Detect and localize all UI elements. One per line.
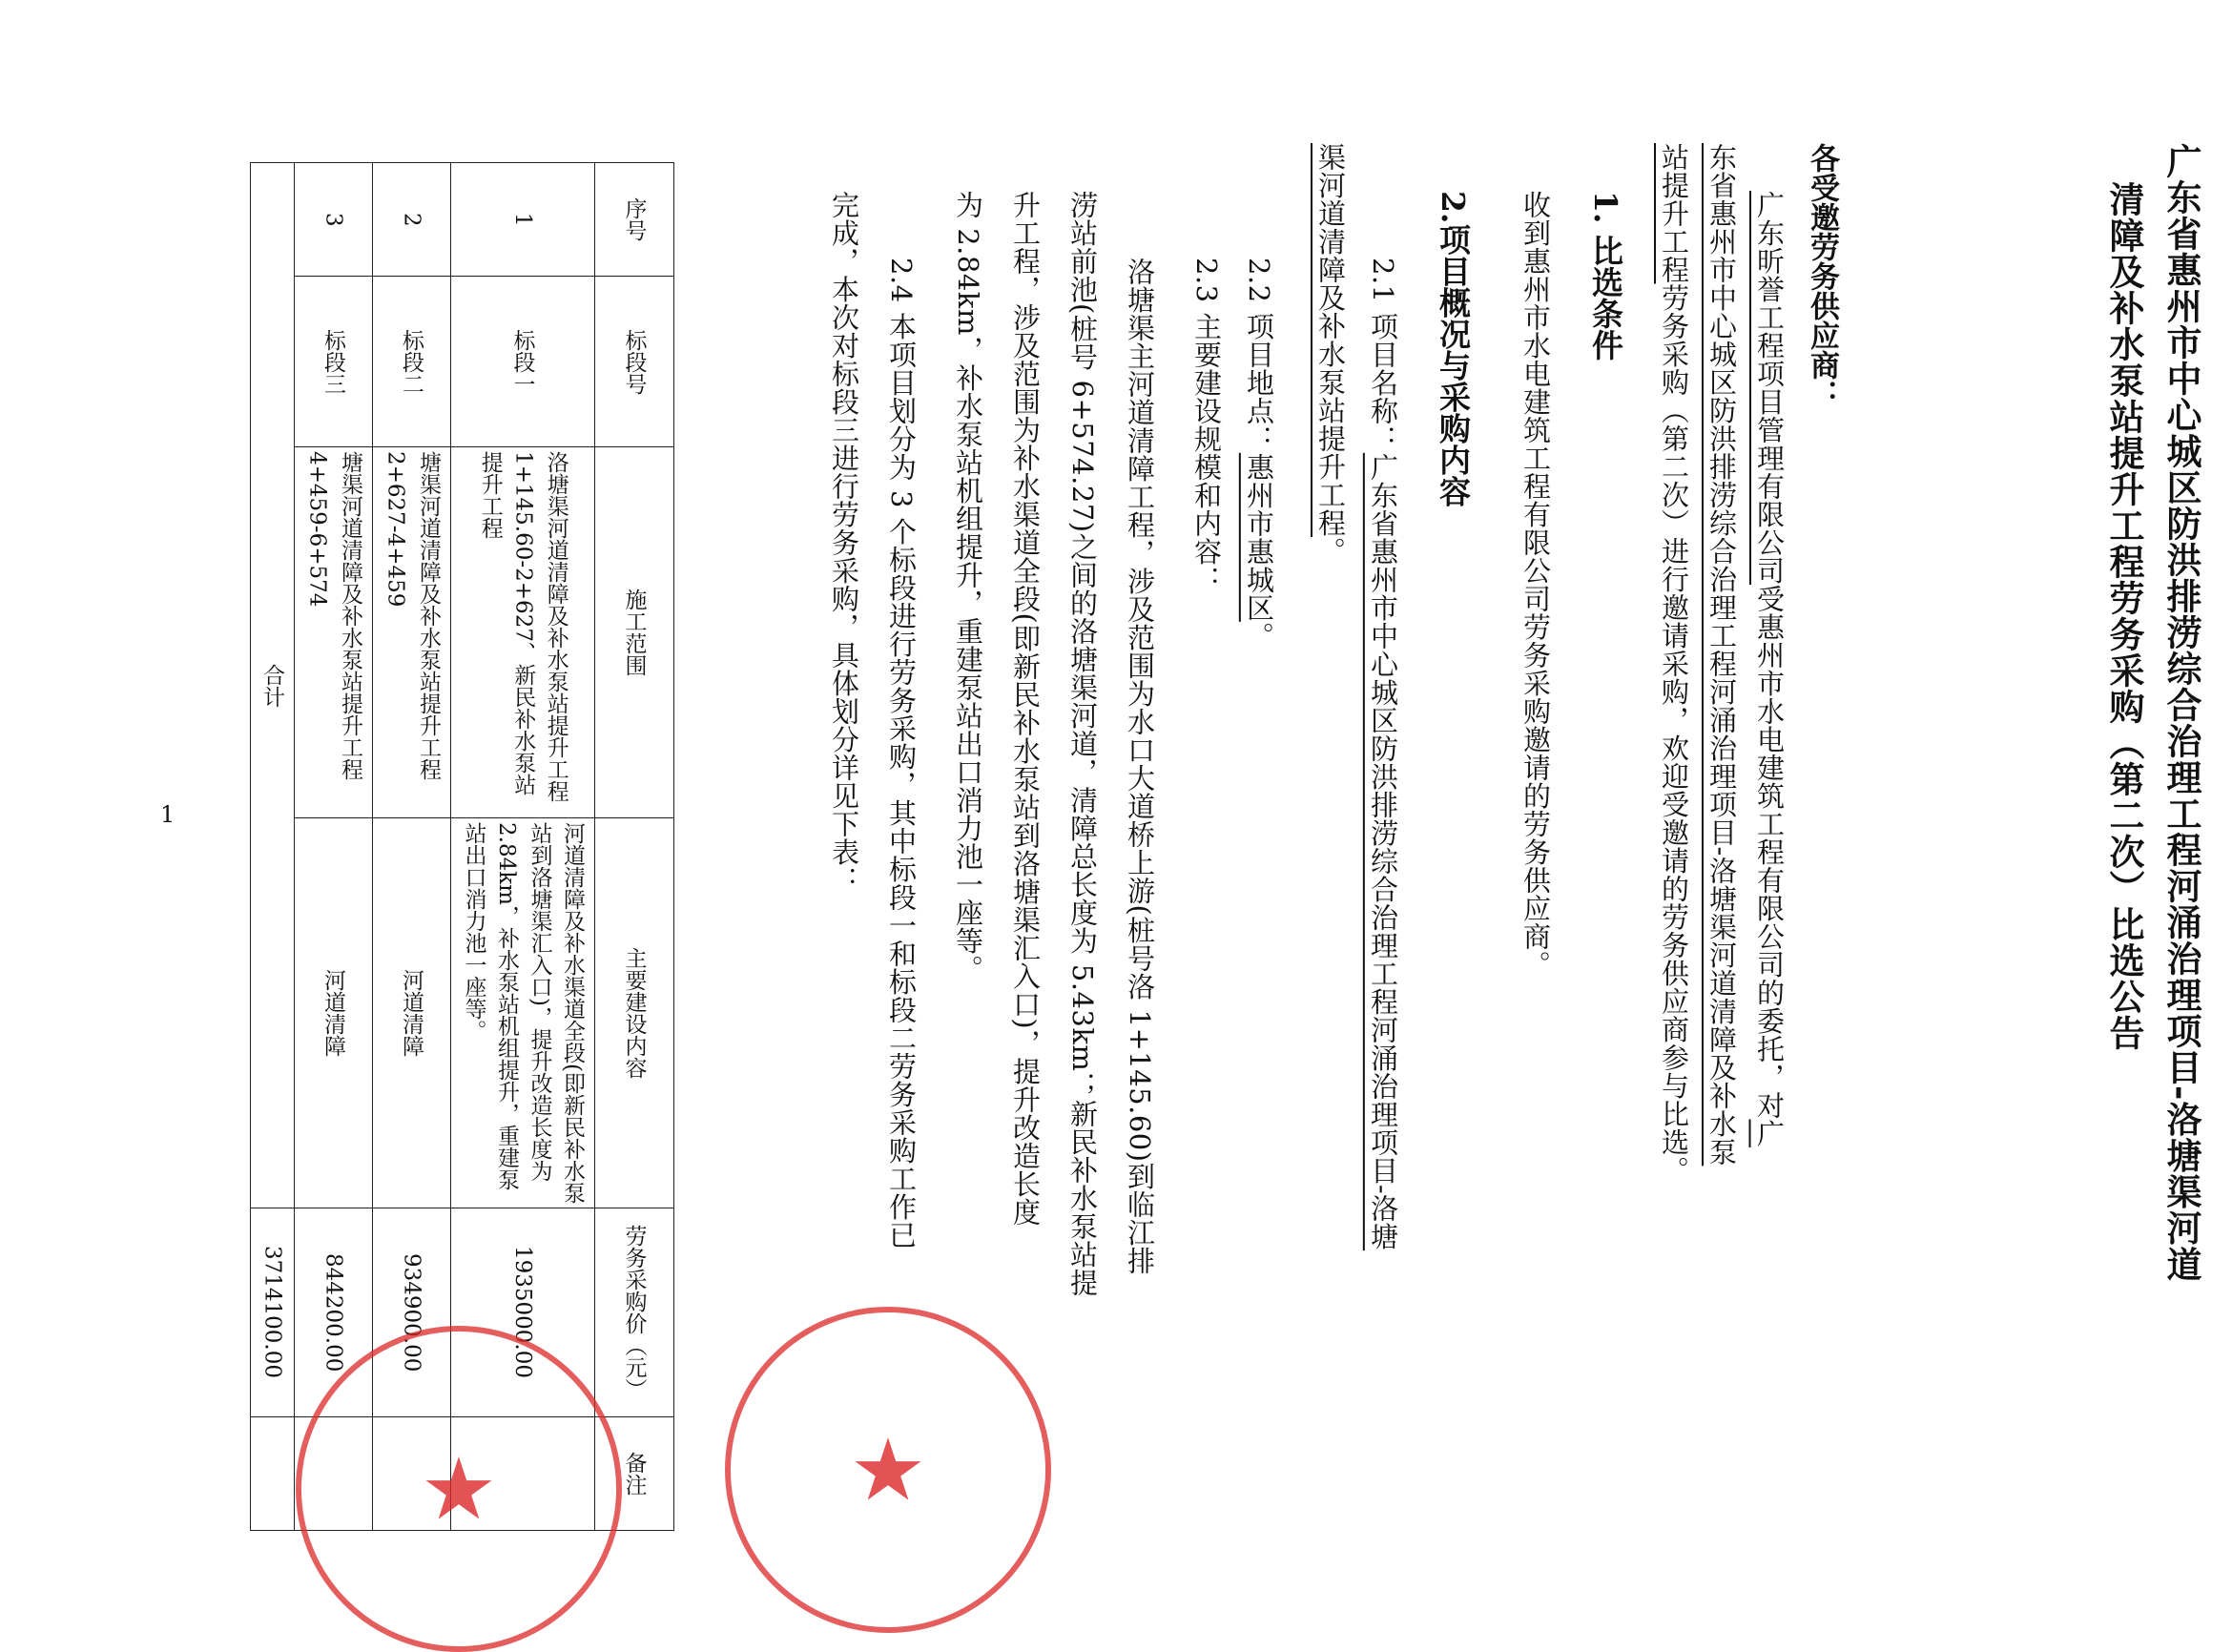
- row2-range: 塘渠河道清障及补水泵站提升工程 2+627-4+459: [373, 447, 451, 818]
- intro-company: 广东昕誉工程项目管理有限公司: [1753, 191, 1786, 585]
- total-value: 3714100.00: [251, 1208, 295, 1417]
- row3-no: 3: [295, 163, 373, 277]
- doc-title-line2: 清障及补水泵站提升工程劳务采购（第二次）比选公告: [2103, 181, 2145, 1051]
- header-no: 序号: [595, 163, 674, 277]
- scope-line2: 涝站前池(桩号 6+574.27)之间的洛塘渠河道，清障总长度为 5.43km；新民补水泵站提: [1066, 191, 1099, 1297]
- row1-no: 1: [451, 163, 595, 277]
- scope-line3: 升工程，涉及范围为补水渠道全段(即新民补水泵站到洛塘渠汇入口)，提升改造长度: [1009, 191, 1042, 1227]
- star-icon: ★: [854, 1425, 922, 1515]
- row1-price: 1935000.00: [451, 1208, 595, 1417]
- row2-price: 934900.00: [373, 1208, 451, 1417]
- header-remark: 备注: [595, 1417, 674, 1531]
- row3-range: 塘渠河道清障及补水泵站提升工程 4+459-6+574: [295, 447, 373, 818]
- row3-price: 844200.00: [295, 1208, 373, 1417]
- item-2-2-label: 2.2 项目地点：: [1243, 258, 1275, 453]
- intro-project-end: 站提升工程: [1658, 143, 1690, 284]
- table-row: [373, 163, 451, 1531]
- scope-line4: 为 2.84km，补水泵站机组提升，重建泵站出口消力池一座等。: [952, 191, 984, 983]
- section-2-heading: 2.项目概况与采购内容: [1435, 191, 1472, 507]
- total-remark: [251, 1417, 295, 1531]
- row1-content: 河道清障及补水渠道全段(即新民补水泵站到洛塘渠汇入口)，提升改造长度为 2.84km，补水泵站机组提升，重建泵站出口消力池一座等。: [451, 818, 595, 1208]
- row1-range: 洛塘渠河道清障及补水泵站提升工程 1+145.60-2+627、新民补水泵站提升工程: [451, 447, 595, 818]
- row2-no: 2: [373, 163, 451, 277]
- item-2-4-line2: 完成，本次对标段三进行劳务采购，具体划分详见下表：: [828, 191, 860, 895]
- row2-section: 标段二: [373, 277, 451, 447]
- item-2-2: [1240, 258, 1279, 650]
- intro-line1: [1750, 191, 1789, 1147]
- company-seal-1: [296, 1326, 622, 1652]
- item-2-1-cont: [1312, 143, 1351, 566]
- greeting: 各受邀劳务供应商：: [1805, 143, 1839, 409]
- condition-text: 收到惠州市水电建筑工程有限公司劳务采购邀请的劳务供应商。: [1519, 191, 1552, 979]
- total-label: 合计: [251, 163, 295, 1208]
- row1-section: 标段一: [451, 277, 595, 447]
- header-price: 劳务采购价（元）: [595, 1208, 674, 1417]
- intro-line2: 东省惠州市中心城区防洪排涝综合治理工程河涌治理项目-洛塘渠河道清障及补水泵: [1705, 143, 1738, 1167]
- table-total-row: [251, 163, 295, 1531]
- item-2-1-name-cont: 渠河道清障及补水泵站提升工程: [1314, 143, 1347, 537]
- item-2-1-label: 2.1 项目名称：: [1367, 258, 1399, 453]
- page-number: 1: [160, 801, 176, 828]
- intro-rest: 劳务采购（第二次）进行邀请采购，欢迎受邀请的劳务供应商参与比选。: [1658, 283, 1690, 1185]
- item-2-2-end: 。: [1243, 621, 1275, 650]
- intro-text: 受惠州市水电建筑工程有限公司的委托，对: [1753, 585, 1786, 1120]
- section-1-heading: 1. 比选条件: [1587, 191, 1624, 361]
- company-seal-2: [725, 1307, 1051, 1633]
- item-2-2-value: 惠州市惠城区: [1243, 452, 1275, 622]
- item-2-1: [1364, 258, 1403, 1250]
- intro-line3: [1655, 143, 1694, 1185]
- table-row: [451, 163, 595, 1531]
- star-icon: ★: [424, 1444, 493, 1534]
- header-range: 施工范围: [595, 447, 674, 818]
- item-2-1-name: 广东省惠州市中心城区防洪排涝综合治理工程河涌治理项目-洛塘: [1367, 452, 1399, 1251]
- row3-content: 河道清障: [295, 818, 373, 1208]
- row3-section: 标段三: [295, 277, 373, 447]
- header-section: 标段号: [595, 277, 674, 447]
- table-row: [295, 163, 373, 1531]
- table-header-row: [595, 163, 674, 1531]
- row2-content: 河道清障: [373, 818, 451, 1208]
- intro-project-start: 广: [1753, 1119, 1786, 1147]
- header-content: 主要建设内容: [595, 818, 674, 1208]
- item-2-4-line1: 2.4 本项目划分为 3 个标段进行劳务采购，其中标段一和标段二劳务采购工作已: [885, 258, 918, 1249]
- item-2-1-end: 。: [1314, 537, 1347, 566]
- doc-title-line1: 广东省惠州市中心城区防洪排涝综合治理工程河涌治理项目-洛塘渠河道: [2160, 143, 2202, 1283]
- scope-line1: 洛塘渠主河道清障工程，涉及范围为水口大道桥上游(桩号洛 1+145.60)到临江排: [1124, 258, 1156, 1275]
- item-2-3: 2.3 主要建设规模和内容：: [1190, 258, 1223, 594]
